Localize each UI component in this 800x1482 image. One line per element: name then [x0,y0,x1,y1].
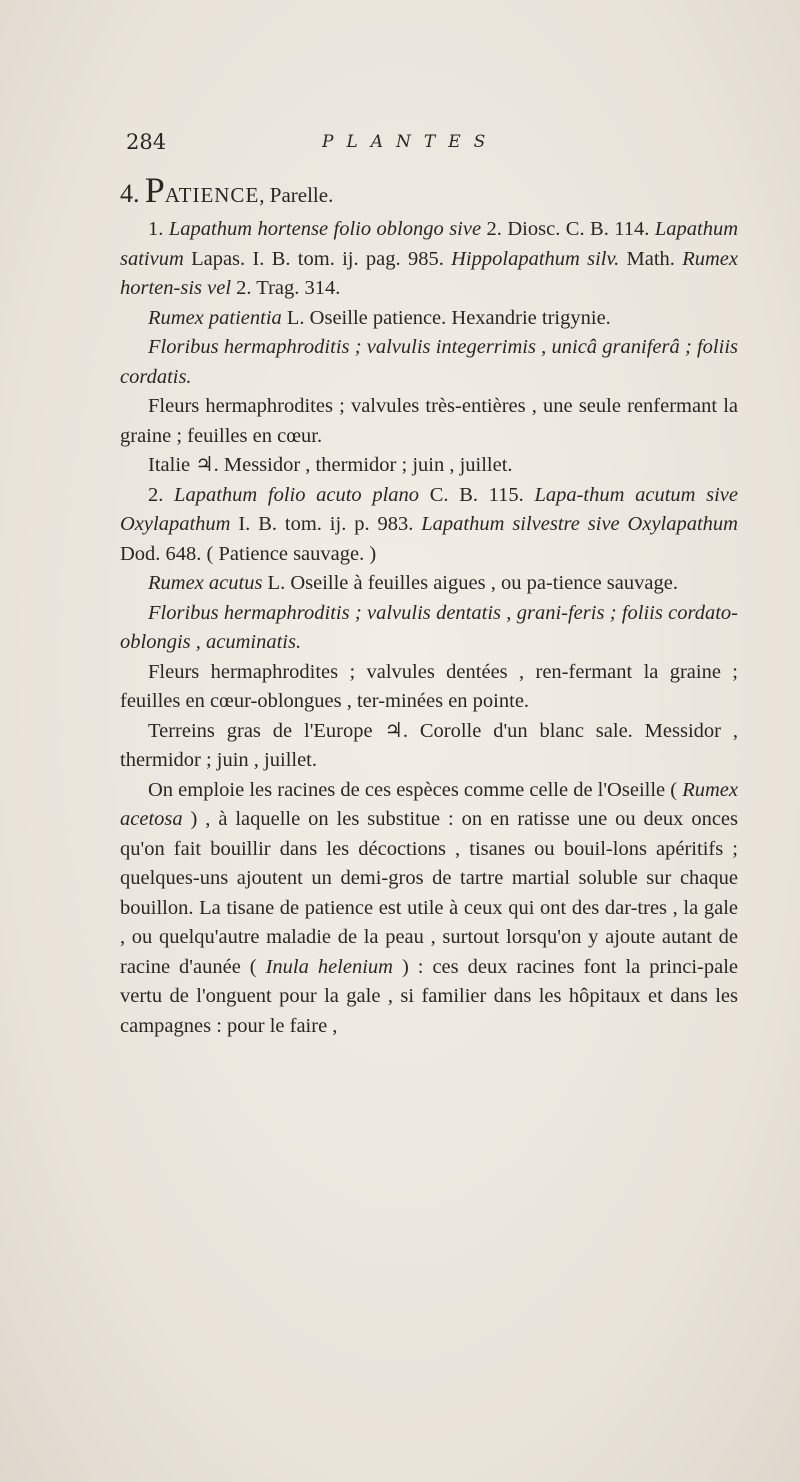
entry-title-rest: ATIENCE [164,183,260,207]
habitat-2: Terreins gras de l'Europe ♃. Corolle d'un blanc sale. Messidor , thermidor ; juin , juillet. [120,719,738,771]
french-description-1: Fleurs hermaphrodites ; valvules très-entières , une seule renfermant la graine ; feuilles en cœur. [120,395,738,447]
french-description-2: Fleurs hermaphrodites ; valvules dentées , ren-fermant la graine ; feuilles en cœur-oblongues , ter-minées en pointe. [120,660,738,712]
usage-paragraph: On emploie les racines de ces espèces comme celle de l'Oseille ( Rumex acetosa ) , à laquelle on les substitue : on en ratisse une ou deux onces qu'on fait bouillir dans les décoctions , tisanes ou bouil-lons apéritifs ; quelques-uns ajoutent un demi-gros de tartre martial soluble sur chaque bouillon. La tisane de patience est utile à ceux qui ont des dar-tres , la gale , ou quelqu'autre maladie de la peau , surtout lorsqu'on y ajoute autant de racine d'aunée ( Inula helenium ) : ces deux racines font la princi-pale vertu de l'onguent pour la gale , si familier dans les hôpitaux et dans les campagnes : pour le faire , [120,778,739,1037]
page-number: 284 [126,130,167,154]
entry-title-tail: , Parelle. [259,183,334,207]
linnaean-name-2: Rumex acutus L. Oseille à feuilles aigues , ou pa-tience sauvage. [148,572,678,594]
entry-initial: P [144,170,165,210]
running-head: PLANTES [322,132,499,152]
latin-description-2: Floribus hermaphroditis ; valvulis dentatis , grani-feris ; foliis cordato-oblongis , acuminatis. [120,601,738,653]
page-body [120,170,738,1041]
entry-title [120,170,738,215]
synonymy-2: 2. Lapathum folio acuto plano C. B. 115. Lapa-thum acutum sive Oxylapathum I. B. tom. ij. p. 983. Lapathum silvestre sive Oxylapathum Dod. 648. ( Patience sauvage. ) [120,483,738,565]
habitat-1: Italie ♃. Messidor , thermidor ; juin , juillet. [148,454,513,476]
entry-number: 4. [120,179,140,208]
linnaean-name-1: Rumex patientia L. Oseille patience. Hexandrie trigynie. [148,306,611,329]
latin-description-1: Floribus hermaphroditis ; valvulis integerrimis , unicâ graniferâ ; foliis cordatis. [120,336,738,388]
synonymy-1: 1. Lapathum hortense folio oblongo sive 2. Diosc. C. B. 114. Lapathum sativum Lapas. I. B. tom. ij. pag. 985. Hippolapathum silv. Math. Rumex horten-sis vel 2. Trag. 314. [120,218,739,299]
